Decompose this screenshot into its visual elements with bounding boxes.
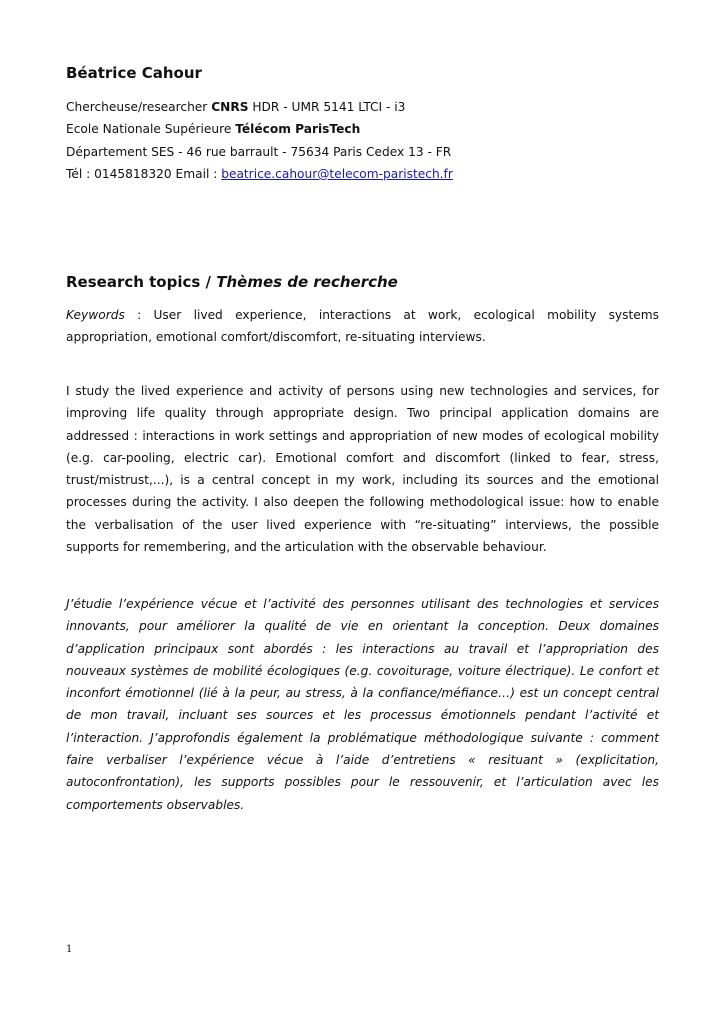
affiliation-line	[66, 96, 453, 118]
keywords-text: : User lived experience, interactions at work, ecological mobility systems appropriation, emotional comfort/discomfort, re-situating interviews.	[66, 308, 659, 345]
school-line	[66, 118, 453, 140]
phone-text: Tél : 0145818320 Email :	[66, 166, 222, 181]
author-name: Béatrice Cahour	[66, 64, 202, 82]
email-link[interactable]: beatrice.cahour@telecom-paristech.fr	[221, 166, 453, 181]
school-prefix: Ecole Nationale Supérieure	[66, 122, 236, 137]
school-bold: Télécom ParisTech	[235, 122, 361, 137]
page-number: 1	[66, 944, 73, 955]
keywords-label: Keywords	[66, 308, 125, 322]
contact-block	[66, 96, 453, 185]
section-title-en: Research topics /	[66, 273, 217, 291]
english-paragraph: I study the lived experience and activity of persons using new technologies and services, for improving life quality through appropriate design. Two principal application domains are addressed : interactions in work settings and appropriation of new modes of ecological mobility (e.g. car-pooling, electric car). Emotional comfort and discomfort (linked to fear, stress, trust/mistrust,...), is a central concept in my work, including its sources and the emotional processes during the activity. I also deepen the following methodological issue: how to enable the verbalisation of the user lived experience with “re-situating” interviews, the possible supports for remembering, and the articulation with the observable behaviour.	[66, 384, 659, 555]
phone-email-line	[66, 163, 453, 185]
section-title	[66, 273, 398, 291]
affiliation-prefix: Chercheuse/researcher	[66, 100, 212, 114]
address-line: Département SES - 46 rue barrault - 75634 Paris Cedex 13 - FR	[66, 144, 452, 159]
keywords-paragraph	[66, 304, 659, 349]
french-paragraph: J’étudie l’expérience vécue et l’activité des personnes utilisant des technologies et services innovants, pour améliorer la qualité de vie en orientant la conception. Deux domaines d’application principaux sont abordés : les interactions au travail et l’appropriation des nouveaux systèmes de mobilité écologiques (e.g. covoiturage, voiture électrique). Le confort et inconfort émotionnel (lié à la peur, au stress, à la confiance/méfiance…) est un concept central de mon travail, incluant ses sources et les processus émotionnels pendant l’activité et l’interaction. J’approfondis également la problématique méthodologique suivante : comment faire verbaliser l’expérience vécue à l’aide d’entretiens « resituant » (explicitation, autoconfrontation), les supports possibles pour le ressouvenir, et l’articulation avec les comportements observables.	[66, 597, 659, 812]
affiliation-bold: CNRS	[211, 100, 249, 114]
section-title-fr: Thèmes de recherche	[216, 273, 398, 291]
affiliation-suffix: HDR - UMR 5141 LTCI - i3	[248, 100, 406, 114]
